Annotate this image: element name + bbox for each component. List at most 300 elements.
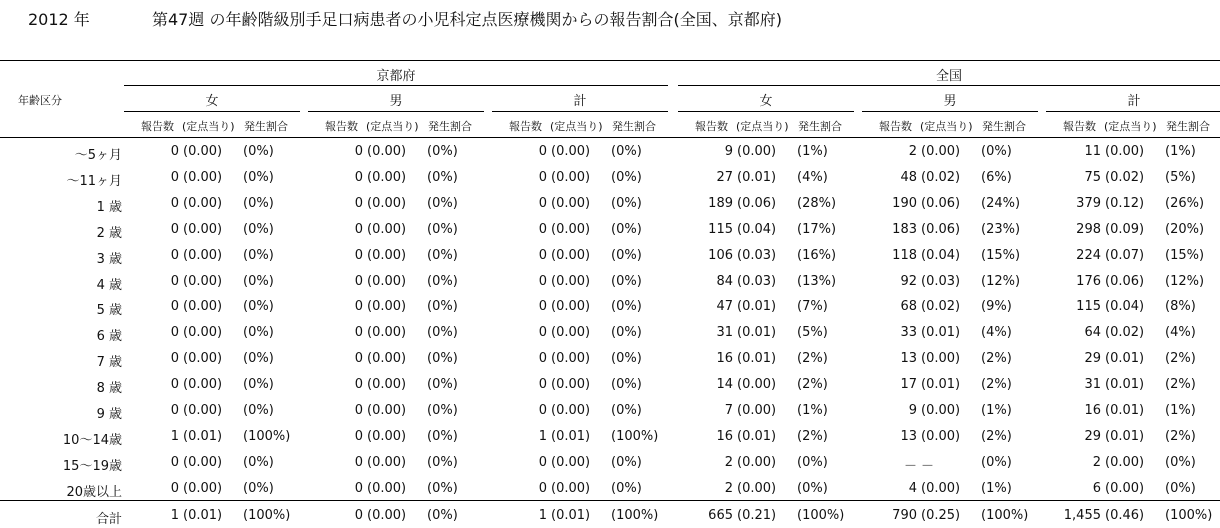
national-female-header: 女 bbox=[759, 94, 773, 109]
incidence-rate: (0%) bbox=[243, 273, 274, 289]
incidence-rate: (0%) bbox=[797, 480, 828, 496]
per-sentinel-value: (0.00) bbox=[367, 377, 407, 393]
report-count: 16 bbox=[1084, 403, 1101, 418]
per-sentinel-value: (0.01) bbox=[183, 508, 223, 523]
incidence-rate: (1%) bbox=[1165, 144, 1196, 159]
per-sentinel-value: (0.00) bbox=[183, 325, 223, 341]
per-sentinel-value: (0.00) bbox=[183, 273, 223, 289]
per-sentinel-value: (0.00) bbox=[183, 169, 223, 185]
report-count: 1 bbox=[170, 428, 179, 444]
report-count: 0 bbox=[170, 144, 179, 159]
per-sentinel-value: (0.00) bbox=[551, 247, 591, 263]
report-count: 14 bbox=[716, 377, 733, 393]
incidence-rate: (2%) bbox=[981, 428, 1012, 444]
incidence-rate: (7%) bbox=[797, 299, 828, 315]
age-label: 4 歳 bbox=[96, 277, 122, 293]
per-sentinel-value: (0.00) bbox=[367, 480, 407, 496]
incidence-rate: (0%) bbox=[1165, 480, 1196, 496]
incidence-rate: (100%) bbox=[611, 508, 659, 523]
report-count: 1 bbox=[538, 508, 547, 523]
report-count: 0 bbox=[354, 221, 363, 237]
report-count: 11 bbox=[1084, 144, 1101, 159]
per-sentinel-value: (0.00) bbox=[183, 480, 223, 496]
incidence-rate: (2%) bbox=[797, 351, 828, 367]
report-count: 0 bbox=[170, 299, 179, 315]
per-sentinel-value: (0.00) bbox=[737, 144, 777, 159]
incidence-rate: (2%) bbox=[1165, 377, 1196, 393]
per-sentinel-value: (0.00) bbox=[367, 195, 407, 211]
per-sentinel-value: (0.00) bbox=[737, 454, 777, 470]
per-sentinel-value: (0.01) bbox=[737, 351, 777, 367]
incidence-rate: (0%) bbox=[243, 299, 274, 315]
incidence-rate: (0%) bbox=[243, 247, 274, 263]
age-label: ～11ヶ月 bbox=[66, 173, 122, 189]
incidence-rate: (0%) bbox=[427, 169, 458, 185]
report-count: 0 bbox=[538, 454, 547, 470]
age-column-header: 年齢区分 bbox=[18, 94, 62, 107]
incidence-rate: (0%) bbox=[427, 247, 458, 263]
per-sentinel-value: (0.00) bbox=[737, 377, 777, 393]
incidence-rate: (0%) bbox=[611, 403, 642, 418]
report-count: 0 bbox=[354, 351, 363, 367]
kyoto-total-header: 計 bbox=[573, 94, 587, 109]
per-sentinel-value: (0.00) bbox=[551, 454, 591, 470]
report-count: 115 bbox=[1076, 299, 1101, 315]
incidence-rate: (100%) bbox=[981, 508, 1029, 523]
report-count: 0 bbox=[354, 144, 363, 159]
per-sentinel-value: (0.00) bbox=[183, 454, 223, 470]
per-sentinel-value: (0.02) bbox=[921, 299, 961, 315]
region-kyoto-header: 京都府 bbox=[376, 69, 416, 84]
national-total-per-sentinel-subheader: (定点当り) bbox=[1104, 120, 1157, 133]
kyoto-male-rule bbox=[308, 111, 484, 112]
incidence-rate: (1%) bbox=[797, 403, 828, 418]
report-count: 183 bbox=[892, 221, 917, 237]
incidence-rate: (0%) bbox=[611, 454, 642, 470]
incidence-rate: (2%) bbox=[1165, 351, 1196, 367]
report-count: 0 bbox=[170, 169, 179, 185]
incidence-rate: (26%) bbox=[1165, 195, 1205, 211]
incidence-rate: (0%) bbox=[427, 195, 458, 211]
per-sentinel-value: (0.01) bbox=[737, 428, 777, 444]
report-count: 106 bbox=[708, 247, 733, 263]
report-count: 0 bbox=[538, 221, 547, 237]
incidence-rate: (2%) bbox=[797, 377, 828, 393]
report-count: 0 bbox=[170, 273, 179, 289]
report-count: 4 bbox=[908, 480, 917, 496]
report-count: 16 bbox=[716, 351, 733, 367]
incidence-rate: (9%) bbox=[981, 299, 1012, 315]
incidence-rate: (0%) bbox=[243, 195, 274, 211]
age-label: 3 歳 bbox=[96, 251, 122, 267]
incidence-rate: (0%) bbox=[427, 403, 458, 418]
report-count: 1 bbox=[170, 508, 179, 523]
incidence-rate: (0%) bbox=[243, 454, 274, 470]
report-year: 2012 年 bbox=[28, 10, 90, 29]
incidence-rate: (100%) bbox=[243, 428, 291, 444]
incidence-rate: (12%) bbox=[981, 273, 1021, 289]
per-sentinel-value: (0.06) bbox=[1105, 273, 1145, 289]
report-count: 64 bbox=[1084, 325, 1101, 341]
incidence-rate: (0%) bbox=[611, 221, 642, 237]
per-sentinel-value: (0.00) bbox=[183, 195, 223, 211]
age-label: 5 歳 bbox=[96, 303, 122, 319]
report-count: 13 bbox=[900, 428, 917, 444]
per-sentinel-value: (0.00) bbox=[1105, 454, 1145, 470]
age-label: 15～19歳 bbox=[62, 458, 122, 474]
incidence-rate: (5%) bbox=[1165, 169, 1196, 185]
report-count: 2 bbox=[724, 454, 733, 470]
report-count: 0 bbox=[538, 403, 547, 418]
age-label: 20歳以上 bbox=[66, 484, 122, 500]
age-label: 1 歳 bbox=[96, 199, 122, 215]
report-count: 224 bbox=[1076, 247, 1101, 263]
report-count: 9 bbox=[724, 144, 733, 159]
per-sentinel-value: (0.00) bbox=[737, 480, 777, 496]
report-count: 2 bbox=[724, 480, 733, 496]
incidence-rate: (15%) bbox=[981, 247, 1021, 263]
per-sentinel-value: (0.00) bbox=[551, 221, 591, 237]
per-sentinel-value: (0.01) bbox=[1105, 428, 1145, 444]
report-count: 84 bbox=[716, 273, 733, 289]
incidence-rate: (0%) bbox=[611, 144, 642, 159]
per-sentinel-value: (0.01) bbox=[737, 169, 777, 185]
kyoto-male-header: 男 bbox=[389, 94, 403, 109]
incidence-rate: (23%) bbox=[981, 221, 1021, 237]
per-sentinel-value: (0.00) bbox=[921, 351, 961, 367]
per-sentinel-value: (0.03) bbox=[737, 273, 777, 289]
per-sentinel-value: (0.00) bbox=[367, 325, 407, 341]
incidence-rate: (1%) bbox=[981, 480, 1012, 496]
report-count: 31 bbox=[716, 325, 733, 341]
incidence-rate: (24%) bbox=[981, 195, 1021, 211]
age-label: ～5ヶ月 bbox=[74, 148, 122, 163]
per-sentinel-value: (0.06) bbox=[921, 221, 961, 237]
incidence-rate: (2%) bbox=[981, 351, 1012, 367]
incidence-rate: (0%) bbox=[981, 454, 1012, 470]
per-sentinel-value: (0.00) bbox=[551, 273, 591, 289]
kyoto-male-reports-subheader: 報告数 bbox=[325, 120, 358, 133]
report-count: 1 bbox=[538, 428, 547, 444]
incidence-rate: (0%) bbox=[1165, 454, 1196, 470]
incidence-rate: (100%) bbox=[611, 428, 659, 444]
incidence-rate: (1%) bbox=[981, 403, 1012, 418]
per-sentinel-value: (0.46) bbox=[1105, 508, 1145, 523]
incidence-rate: (0%) bbox=[243, 480, 274, 496]
per-sentinel-value: (0.00) bbox=[367, 221, 407, 237]
incidence-rate: (4%) bbox=[981, 325, 1012, 341]
per-sentinel-value: (0.00) bbox=[737, 403, 777, 418]
report-count: 115 bbox=[708, 221, 733, 237]
per-sentinel-value: (0.00) bbox=[921, 403, 961, 418]
report-count: 29 bbox=[1084, 351, 1101, 367]
per-sentinel-value: (0.00) bbox=[921, 144, 961, 159]
per-sentinel-value: (0.00) bbox=[1105, 144, 1145, 159]
per-sentinel-value: (0.00) bbox=[183, 351, 223, 367]
national-female-rate-subheader: 発生割合 bbox=[798, 120, 842, 133]
age-label: 6 歳 bbox=[96, 329, 122, 345]
per-sentinel-value: (0.00) bbox=[183, 299, 223, 315]
per-sentinel-value: (0.00) bbox=[183, 247, 223, 263]
report-count: 0 bbox=[354, 480, 363, 496]
per-sentinel-value: (0.02) bbox=[1105, 169, 1145, 185]
report-count: 47 bbox=[716, 299, 733, 315]
incidence-rate: (2%) bbox=[1165, 428, 1196, 444]
report-count: 0 bbox=[170, 195, 179, 211]
per-sentinel-value: (0.00) bbox=[367, 351, 407, 367]
per-sentinel-value: (0.00) bbox=[921, 480, 961, 496]
incidence-rate: (16%) bbox=[797, 247, 837, 263]
report-count: 31 bbox=[1084, 377, 1101, 393]
kyoto-total-rule bbox=[492, 111, 668, 112]
incidence-rate: (0%) bbox=[611, 169, 642, 185]
incidence-rate: (0%) bbox=[611, 247, 642, 263]
incidence-rate: (0%) bbox=[427, 299, 458, 315]
report-count: 9 bbox=[908, 403, 917, 418]
incidence-rate: (0%) bbox=[611, 195, 642, 211]
report-count: 0 bbox=[538, 480, 547, 496]
report-count: 0 bbox=[354, 299, 363, 315]
per-sentinel-value: (0.00) bbox=[551, 169, 591, 185]
kyoto-male-rate-subheader: 発生割合 bbox=[428, 120, 472, 133]
national-total-reports-subheader: 報告数 bbox=[1063, 120, 1096, 133]
per-sentinel-value: (0.03) bbox=[921, 273, 961, 289]
report-count: 92 bbox=[900, 273, 917, 289]
per-sentinel-value: (0.00) bbox=[367, 428, 407, 444]
national-female-rule bbox=[678, 111, 854, 112]
report-count: 48 bbox=[900, 169, 917, 185]
per-sentinel-value: (0.01) bbox=[921, 325, 961, 341]
per-sentinel-value: (0.06) bbox=[921, 195, 961, 211]
per-sentinel-value: (0.00) bbox=[183, 144, 223, 159]
incidence-rate: (0%) bbox=[611, 299, 642, 315]
kyoto-female-rule bbox=[124, 111, 300, 112]
per-sentinel-value: (0.00) bbox=[551, 299, 591, 315]
incidence-rate: (0%) bbox=[427, 144, 458, 159]
national-female-per-sentinel-subheader: (定点当り) bbox=[736, 120, 789, 133]
incidence-rate: (0%) bbox=[243, 325, 274, 341]
per-sentinel-value: (0.00) bbox=[367, 299, 407, 315]
report-count: 0 bbox=[354, 195, 363, 211]
report-count: 0 bbox=[354, 377, 363, 393]
incidence-rate: (5%) bbox=[797, 325, 828, 341]
incidence-rate: (0%) bbox=[243, 403, 274, 418]
report-count: 0 bbox=[538, 144, 547, 159]
per-sentinel-value: － bbox=[921, 458, 935, 474]
per-sentinel-value: (0.07) bbox=[1105, 247, 1145, 263]
header-bottom-rule bbox=[0, 137, 1220, 138]
per-sentinel-value: (0.00) bbox=[1105, 480, 1145, 496]
report-count: 190 bbox=[892, 195, 917, 211]
report-count: 0 bbox=[538, 325, 547, 341]
national-total-header: 計 bbox=[1127, 94, 1141, 109]
report-count: 0 bbox=[538, 169, 547, 185]
kyoto-group-rule bbox=[124, 85, 668, 86]
incidence-rate: (0%) bbox=[243, 221, 274, 237]
per-sentinel-value: (0.25) bbox=[921, 508, 961, 523]
kyoto-female-per-sentinel-subheader: (定点当り) bbox=[182, 120, 235, 133]
report-count: 0 bbox=[354, 403, 363, 418]
per-sentinel-value: (0.02) bbox=[921, 169, 961, 185]
per-sentinel-value: (0.04) bbox=[921, 247, 961, 263]
report-count: 0 bbox=[538, 299, 547, 315]
per-sentinel-value: (0.00) bbox=[551, 325, 591, 341]
per-sentinel-value: (0.00) bbox=[367, 508, 407, 523]
report-count: 176 bbox=[1076, 273, 1101, 289]
report-count: 0 bbox=[538, 195, 547, 211]
region-national-header: 全国 bbox=[935, 69, 962, 84]
incidence-rate: (1%) bbox=[797, 144, 828, 159]
kyoto-total-per-sentinel-subheader: (定点当り) bbox=[550, 120, 603, 133]
incidence-rate: (2%) bbox=[797, 428, 828, 444]
incidence-rate: (4%) bbox=[1165, 325, 1196, 341]
report-count: 0 bbox=[538, 351, 547, 367]
per-sentinel-value: (0.00) bbox=[367, 144, 407, 159]
per-sentinel-value: (0.00) bbox=[183, 377, 223, 393]
per-sentinel-value: (0.01) bbox=[921, 377, 961, 393]
per-sentinel-value: (0.02) bbox=[1105, 325, 1145, 341]
incidence-rate: (0%) bbox=[427, 480, 458, 496]
report-count: 0 bbox=[170, 454, 179, 470]
per-sentinel-value: (0.01) bbox=[1105, 377, 1145, 393]
incidence-rate: (8%) bbox=[1165, 299, 1196, 315]
per-sentinel-value: (0.00) bbox=[551, 144, 591, 159]
per-sentinel-value: (0.21) bbox=[737, 508, 777, 523]
national-male-header: 男 bbox=[943, 94, 957, 109]
incidence-rate: (100%) bbox=[797, 508, 845, 523]
national-male-per-sentinel-subheader: (定点当り) bbox=[920, 120, 973, 133]
incidence-rate: (0%) bbox=[427, 508, 458, 523]
report-count: 0 bbox=[354, 325, 363, 341]
incidence-rate: (0%) bbox=[611, 377, 642, 393]
report-count: 0 bbox=[354, 508, 363, 523]
incidence-rate: (0%) bbox=[243, 144, 274, 159]
per-sentinel-value: (0.09) bbox=[1105, 221, 1145, 237]
per-sentinel-value: (0.00) bbox=[367, 273, 407, 289]
per-sentinel-value: (0.04) bbox=[1105, 299, 1145, 315]
incidence-rate: (0%) bbox=[427, 221, 458, 237]
incidence-rate: (0%) bbox=[611, 480, 642, 496]
national-male-reports-subheader: 報告数 bbox=[879, 120, 912, 133]
age-label: 合計 bbox=[95, 512, 122, 527]
report-count: 379 bbox=[1076, 195, 1101, 211]
per-sentinel-value: (0.01) bbox=[737, 325, 777, 341]
report-count: 0 bbox=[538, 377, 547, 393]
national-total-rate-subheader: 発生割合 bbox=[1166, 120, 1210, 133]
per-sentinel-value: (0.00) bbox=[551, 480, 591, 496]
report-count: 68 bbox=[900, 299, 917, 315]
report-count: 0 bbox=[354, 169, 363, 185]
per-sentinel-value: (0.00) bbox=[921, 428, 961, 444]
per-sentinel-value: (0.01) bbox=[1105, 351, 1145, 367]
per-sentinel-value: (0.01) bbox=[737, 299, 777, 315]
incidence-rate: (0%) bbox=[427, 377, 458, 393]
report-count: 189 bbox=[708, 195, 733, 211]
age-label: 9 歳 bbox=[96, 407, 122, 422]
per-sentinel-value: (0.00) bbox=[367, 454, 407, 470]
total-top-rule bbox=[0, 500, 1220, 501]
kyoto-female-header: 女 bbox=[205, 94, 219, 109]
per-sentinel-value: (0.01) bbox=[551, 428, 591, 444]
per-sentinel-value: (0.01) bbox=[183, 428, 223, 444]
incidence-rate: (12%) bbox=[1165, 273, 1205, 289]
incidence-rate: (0%) bbox=[427, 454, 458, 470]
report-count: 0 bbox=[170, 480, 179, 496]
report-count: 0 bbox=[538, 247, 547, 263]
incidence-rate: (4%) bbox=[797, 169, 828, 185]
incidence-rate: (13%) bbox=[797, 273, 837, 289]
report-count: 118 bbox=[892, 247, 917, 263]
incidence-rate: (0%) bbox=[981, 144, 1012, 159]
incidence-rate: (0%) bbox=[797, 454, 828, 470]
incidence-rate: (0%) bbox=[611, 325, 642, 341]
report-count: 790 bbox=[892, 508, 917, 523]
incidence-rate: (0%) bbox=[427, 273, 458, 289]
report-count: 0 bbox=[354, 454, 363, 470]
per-sentinel-value: (0.00) bbox=[551, 195, 591, 211]
per-sentinel-value: (0.00) bbox=[183, 403, 223, 418]
report-count: 0 bbox=[354, 247, 363, 263]
per-sentinel-value: (0.01) bbox=[1105, 403, 1145, 418]
per-sentinel-value: (0.00) bbox=[367, 403, 407, 418]
report-count: 0 bbox=[170, 221, 179, 237]
report-count: 33 bbox=[900, 325, 917, 341]
incidence-rate: (0%) bbox=[427, 325, 458, 341]
incidence-rate: (0%) bbox=[243, 377, 274, 393]
kyoto-female-reports-subheader: 報告数 bbox=[141, 120, 174, 133]
age-label: 8 歳 bbox=[96, 381, 122, 397]
report-count: 0 bbox=[170, 403, 179, 418]
incidence-rate: (0%) bbox=[611, 351, 642, 367]
national-female-reports-subheader: 報告数 bbox=[695, 120, 728, 133]
per-sentinel-value: (0.00) bbox=[183, 221, 223, 237]
incidence-rate: (0%) bbox=[243, 169, 274, 185]
report-title: 第47週 の年齢階級別手足口病患者の小児科定点医療機関からの報告割合(全国、京都府) bbox=[152, 10, 782, 29]
table-top-rule bbox=[0, 60, 1220, 61]
age-label: 7 歳 bbox=[96, 355, 122, 371]
per-sentinel-value: (0.01) bbox=[551, 508, 591, 523]
report-count: 298 bbox=[1076, 221, 1101, 237]
national-total-rule bbox=[1046, 111, 1220, 112]
national-male-rate-subheader: 発生割合 bbox=[982, 120, 1026, 133]
report-count: 16 bbox=[716, 428, 733, 444]
report-count: 665 bbox=[708, 508, 733, 523]
incidence-rate: (100%) bbox=[1165, 508, 1213, 523]
report-count: － bbox=[903, 458, 917, 474]
kyoto-female-rate-subheader: 発生割合 bbox=[244, 120, 288, 133]
report-count: 0 bbox=[538, 273, 547, 289]
incidence-rate: (0%) bbox=[611, 273, 642, 289]
age-label: 10～14歳 bbox=[62, 432, 122, 448]
per-sentinel-value: (0.00) bbox=[367, 169, 407, 185]
report-count: 17 bbox=[900, 377, 917, 393]
national-male-rule bbox=[862, 111, 1038, 112]
report-count: 13 bbox=[900, 351, 917, 367]
report-count: 29 bbox=[1084, 428, 1101, 444]
incidence-rate: (2%) bbox=[981, 377, 1012, 393]
per-sentinel-value: (0.03) bbox=[737, 247, 777, 263]
incidence-rate: (6%) bbox=[981, 169, 1012, 185]
kyoto-total-rate-subheader: 発生割合 bbox=[612, 120, 656, 133]
incidence-rate: (15%) bbox=[1165, 247, 1205, 263]
report-count: 0 bbox=[354, 273, 363, 289]
incidence-rate: (28%) bbox=[797, 195, 837, 211]
kyoto-male-per-sentinel-subheader: (定点当り) bbox=[366, 120, 419, 133]
report-count: 75 bbox=[1084, 169, 1101, 185]
per-sentinel-value: (0.12) bbox=[1105, 195, 1145, 211]
report-count: 0 bbox=[354, 428, 363, 444]
report-count: 2 bbox=[1092, 454, 1101, 470]
